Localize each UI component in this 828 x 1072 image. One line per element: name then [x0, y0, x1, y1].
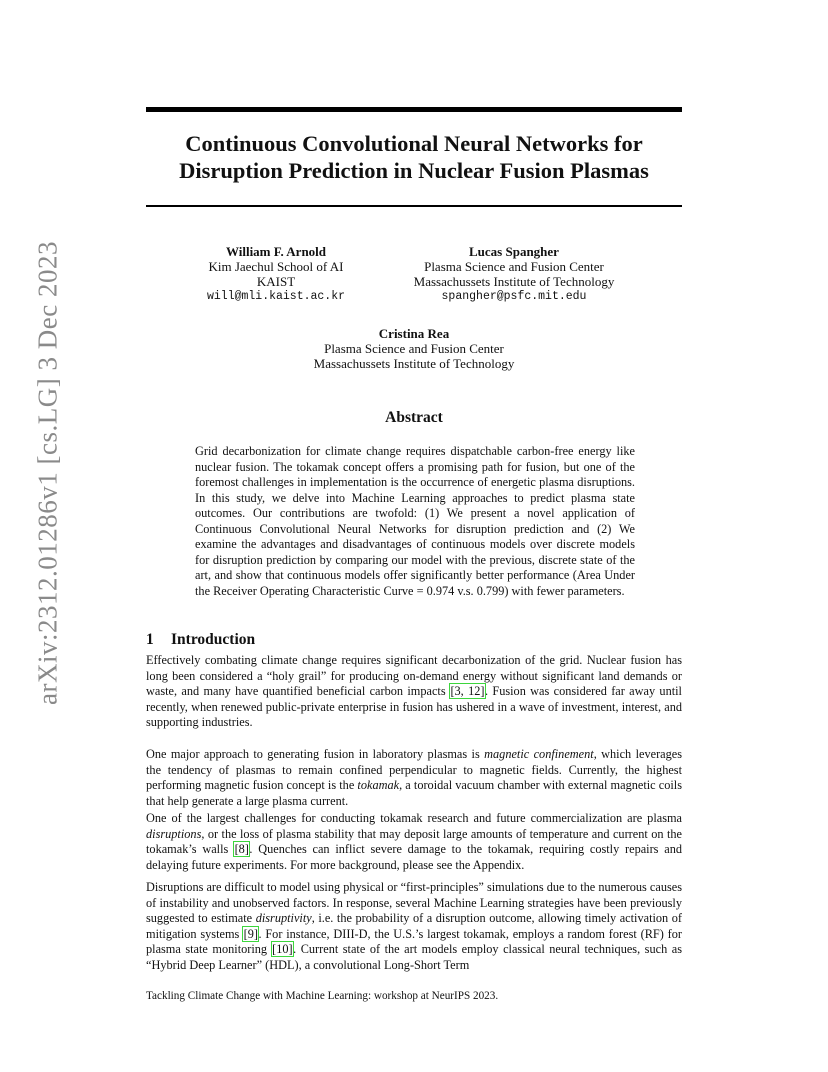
footer-note: Tackling Climate Change with Machine Learning: workshop at NeurIPS 2023. — [146, 990, 499, 1002]
text-run: One major approach to generating fusion in laboratory plasmas is — [146, 747, 485, 761]
emphasis-text: tokamak — [357, 778, 400, 792]
author-institution: Massachussets Institute of Technology — [413, 274, 615, 289]
section-title: Introduction — [171, 631, 256, 648]
author-name: Cristina Rea — [378, 326, 450, 341]
author-email: spangher@psfc.mit.edu — [441, 290, 587, 303]
citation-link[interactable]: [8] — [234, 842, 249, 856]
emphasis-text: disruptions — [146, 826, 202, 841]
citation-link[interactable]: [9] — [243, 926, 258, 941]
title-line-2: Disruption Prediction in Nuclear Fusion Plasmas — [179, 158, 649, 183]
emphasis-text: disruptivity — [255, 911, 312, 925]
citation-link[interactable]: [10] — [272, 942, 293, 956]
paper-title — [146, 130, 682, 184]
intro-paragraph-4 — [146, 880, 682, 973]
text-run: . Quenches can inflict severe damage to the tokamak, requiring costly repairs and delaying future experiments. For more background, please see the Appendix. — [146, 842, 683, 872]
text-run: , or the loss of plasma stability that may deposit large amounts of temperature and current on the tokamak’s walls — [146, 826, 682, 856]
intro-paragraph-2 — [146, 747, 682, 809]
text-run: . Fusion was considered far away until recently, when renewed public-private enterprise in fusion has ushered in a wave of investment, interest, and supporting industries. — [146, 684, 682, 729]
text-run: . For instance, DIII-D, the U.S.’s largest tokamak, employs a random forest (RF) for plasma state monitoring — [146, 926, 682, 956]
text-run: One of the largest challenges for conducting tokamak research and future commercialization are plasma — [146, 811, 682, 825]
author-affiliation: Plasma Science and Fusion Center — [424, 259, 604, 274]
text-run: Effectively combating climate change requires significant decarbonization of the grid. Nuclear fusion has long been considered a “holy grail” for producing on-demand energy without significant land demands or waste, and many have quantified beneficial carbon impacts — [146, 653, 682, 698]
author-institution: KAIST — [256, 274, 296, 289]
section-heading — [146, 631, 682, 649]
author-name: Lucas Spangher — [469, 244, 559, 259]
intro-paragraph-1 — [146, 653, 682, 731]
text-run: , i.e. the probability of a disruption outcome, allowing timely activation of mitigation systems — [146, 911, 682, 941]
title-rule-top — [146, 107, 682, 112]
author-affiliation: Kim Jaechul School of AI — [208, 259, 344, 274]
title-rule-bottom — [146, 205, 682, 207]
section-number: 1 — [146, 631, 154, 648]
text-run: . Current state of the art models employ classical neural techniques, such as “Hybrid Deep Learner” (HDL), a convolutional Long-Short Term — [146, 942, 682, 972]
text-run: Disruptions are difficult to model using physical or “first-principles” simulations due to the numerous causes of instability and unobserved factors. In response, several Machine Learning strategies have been previously suggested to estimate — [146, 880, 682, 925]
author-name: William F. Arnold — [225, 244, 327, 259]
citation-link[interactable]: [3, 12] — [450, 684, 485, 698]
text-run: , which leverages the tendency of plasmas to remain confined perpendicular to magnetic fields. Currently, the highest performing magnetic fusion concept is the — [146, 747, 683, 792]
arxiv-identifier: arXiv:2312.01286v1 [cs.LG] 3 Dec 2023 — [32, 241, 63, 705]
title-line-1: Continuous Convolutional Neural Networks for — [185, 131, 643, 156]
emphasis-text: magnetic confinement — [484, 747, 594, 761]
abstract-text: Grid decarbonization for climate change requires dispatchable carbon-free energy like nuclear fusion. The tokamak concept offers a promising path for fusion, but one of the foremost challenges in implementation is the occurrence of energetic plasma disruptions. In this study, we delve into Machine Learning approaches to predict plasma state outcomes. Our contributions are twofold: (1) We present a novel application of Continuous Convolutional Neural Networks for disruption prediction and (2) We examine the advantages and disadvantages of continuous models over discrete models for disruption prediction by comparing our model with the previous, discrete state of the art, and show that continuous models offer significantly better performance (Area Under the Receiver Operating Characteristic Curve = 0.974 v.s. 0.799) with fewer parameters. — [195, 444, 635, 598]
text-run: , a toroidal vacuum chamber with external magnetic coils that help generate a large plasma current. — [146, 778, 682, 808]
author-email: will@mli.kaist.ac.kr — [206, 290, 346, 303]
author-block-2 — [404, 244, 624, 304]
intro-paragraph-3 — [146, 811, 682, 873]
author-institution: Massachussets Institute of Technology — [313, 356, 515, 371]
author-block-3 — [264, 326, 564, 371]
author-block-1 — [176, 244, 376, 304]
author-affiliation: Plasma Science and Fusion Center — [324, 341, 504, 356]
abstract-heading: Abstract — [385, 409, 443, 426]
